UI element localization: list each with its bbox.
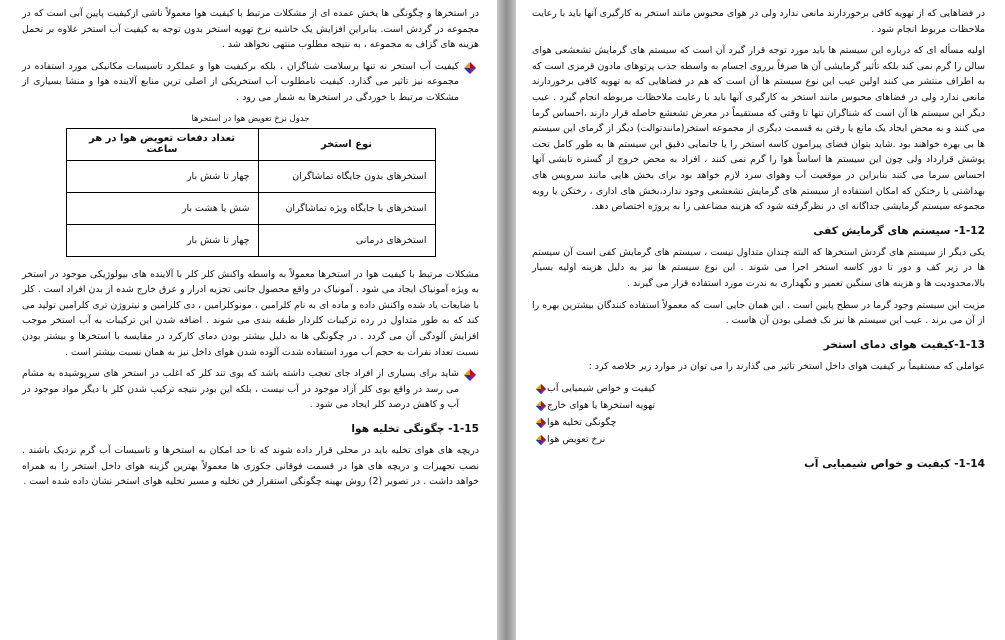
table-header-row [66, 128, 435, 160]
table-header-air-changes: تعداد دفعات تعویض هوا در هر ساعت [66, 128, 258, 160]
table-row [66, 224, 435, 256]
book-bullet-icon [535, 434, 547, 446]
book-bullet-icon [463, 368, 479, 382]
paragraph: مزیت این سیستم وجود گرما در سطح پایین است . این همان جایی است که معمولاً استفاده کنندگان بیشترین بهره را از آن می برند . عیب این سیستم ها نیز نک فصلی بودن آن هاست . [532, 299, 985, 327]
list-item [532, 414, 985, 431]
section-heading: 1-13-کیفیت هوای دمای استخر [823, 338, 985, 351]
table-row [66, 160, 435, 192]
table-cell: استخرهای با جایگاه ویژه تماشاگران [258, 192, 435, 224]
list-item-text: کیفیت و خواص شیمیایی آب [547, 383, 656, 395]
bullet-text: شاید برای بسیاری از افراد جای تعجب داشته باشد که بوی تند کلر که اغلب در استخر های سرپوشیده به مشام می رسد در واقع بوی کلر آزاد موجود در آب نیست ، بلکه این بودر نتیجه ترکیب شدن کلر با دیگر مواد موجود در آب و کاهش درصد کلر ایجاد می شود . [22, 368, 459, 411]
list-item-text: تهویه استخرها یا هوای خارج [547, 400, 656, 412]
table-row [66, 192, 435, 224]
list-item [532, 380, 985, 397]
paragraph: دریچه های هوای تخلیه باید در محلی قرار داده شوند که تا حد امکان به استخرها و تاسیسات آب گرم نزدیک باشند . نصب تجهیزات و دریچه های هوا در قسمت فوقانی جکوزی ها معمولاً بهترین گزینه هوای داخل استخر را به همراه خواهد داشت . در تصویر (2) روش بهینه چگونگی استقرار فن تخلیه و مسیر تخلیه هوای استخر نشان داده شده است . [22, 444, 479, 488]
document-page-right [516, 0, 1005, 640]
bullet-item [22, 366, 479, 413]
document-page-left [0, 0, 497, 640]
paragraph: یکی دیگر از سیستم های گردش استخرها که البته چندان متداول نیست ، سیستم های گرمایش کفی است آن سیستم ها در زیر کف و دور تا دور کاسه استخر اجرا می شوند . این نوع سیستم ها نیز به دلیل هزینه اولیه بسیار بالا،محدودیت ها و هزینه های سنگین تعمیر و نگهداری به ندرت مورد استفاده قرار می گیرند . [532, 246, 985, 289]
bullet-text: کیفیت آب استخر نه تنها برسلامت شناگران ، بلکه برکیفیت هوا و عملکرد تاسیسات مکانیکی مورد استفاده در مجموعه نیز تاثیر می گذارد. کیفیت نامطلوب آب استخریکی از اصلی ترین منابع آلاینده هوا و منشا بسیاری از مشکلات مرتبط با خوردگی در استخرها به شمار می رود . [22, 60, 459, 103]
factor-list [532, 380, 985, 448]
section-heading: 1-15- چگونگی تخلیه هوا [351, 422, 479, 435]
air-change-table [66, 128, 436, 257]
book-bullet-icon [535, 400, 547, 412]
table-cell: استخرهای بدون جایگاه تماشاگران [258, 160, 435, 192]
table-cell: چهار تا شش بار [66, 224, 258, 256]
list-item-text: نرخ تعویض هوا [547, 434, 606, 446]
paragraph: مشکلات مرتبط با کیفیت هوا در استخرها معمولاً به واسطه واکنش کلر کلر با آلاینده های بیولوژیکی موجود در استخر به ویژه آمونیاک ایجاد می شود . آمونیاک در واقع محصول جانبی تجزیه ادرار و عرق خارج شده از بدن افراد است . کلر با ضایعات یاد شده واکنش داده و ماده ای به نام کلرامین ، مونوکلرامین ، دی کلرامین و نیتروژن تری کلرامین تولید می کند که به طور متداول در رده ترکیبات کلردار طبقه بندی می شوند . اضافه شدن این ترکیبات به آب استخر موجب افزایش آلودگی آن می گردد . در چگونگی ها به دلیل بیشتر بودن دمای کارکرد در مقایسه با استخرها و بیشتر بودن نسبت تعداد نفرات به حجم آب مورد استفاده شدت آلوده شدن هوای داخل نیز به همان نسبت بیشتر است . [22, 268, 479, 358]
paragraph: عواملی که مستقیماً بر کیفیت هوای داخل استخر تاثیر می گذارند را می توان در موارد زیر خلاصه کرد : [588, 360, 985, 372]
paragraph: اولیه مسأله ای که درباره این سیستم ها باید مورد توجه قرار گیرد آن است که سیستم های گرمایش تشعشعی هوای سالن را گرم نمی کند بلکه تأثیر گرمایشی آن ها صرفاً برروی اجسام به واسطه جذب پرتوهای مادون قرمزی است که به اطراف منتشر می کنند اولین عیب این نوع سیستم ها آن است که هم در فضاهایی که به تهویه کافی برخوردارند مانعی ندارد ولی در فضاهای محبوس مانند استخر به کارگیری آنها باید با رعایت ملاحظات مربوطه انجام گیرد . عیب دیگر این سیستم ها آن است که شناگران تنها تا وقتی که مستقیماً در معرض تشعشع حاصله قرار دارند ،احساس گرما می کنند و به محض ایجاد یک مانع یا رفتن به قسمت دیگری از مجموعه استخر(مانندتوالت) دیگر از گرمای این سیستم ها بی بهره خواهند بود .شاید بتوان فضای پیرامون کاسه استخر را یا جانمایی دقیق این سیستم ها به طور کامل تحت پوشش قرارداد ولی چون این سیستم ها اساساً هوا را گرم نمی کنند ، افراد به محض خروج از گستره تابشی آنها احساس سرما می کنند بنابراین در موقعیت آب وهوای سرد لازم خواهد بود برای بخش هایی مانند سرویس های بهداشتی یا رختکن که امکان استفاده از سیستم های گرمایش تشعشعی وجود ندارد،بخش های اداری ، رختکن یا روبه مجموعه سیستم گرمایشی جداگانه ای در نظرگرفته شود که هزینه مضاعفی را به پروژه اختصاص دهد. [532, 45, 985, 213]
list-item-text: چگونگی تخلیه هوا [547, 417, 617, 429]
table-cell: شش یا هشت بار [66, 192, 258, 224]
bullet-item [22, 59, 479, 106]
page-gutter [497, 0, 516, 640]
book-bullet-icon [535, 417, 547, 429]
table-caption: جدول نرخ تعویض هوا در استخرها [191, 113, 310, 124]
section-heading: 1-12- سیستم های گرمایش کفی [813, 224, 985, 237]
table-cell: استخرهای درمانی [258, 224, 435, 256]
section-heading: 1-14- کیفیت و خواص شیمیایی آب [804, 458, 985, 471]
book-bullet-icon [535, 383, 547, 395]
book-bullet-icon [463, 61, 479, 75]
paragraph: در فضاهایی که از تهویه کافی برخوردارند مانعی ندارد ولی در هوای محبوس مانند استخر به کارگیری آنها باید با رعایت ملاحظات مربوط انجام شود . [532, 8, 985, 35]
list-item [532, 397, 985, 414]
table-cell: چهار تا شش بار [66, 160, 258, 192]
paragraph: در استخرها و چگونگی ها یخش عمده ای از مشکلات مرتبط با کیفیت هوا معمولاً ناشی ازکیفیت پایین آبی است که در مجموعه در گردش است. بنابراین افزایش یک حاشیه نرخ تهویه استخر بدون توجه به کیفیت آب استخر علاوه بر تحمل هزینه های گزاف به مجموعه ، به نتیجه مطلوب منتهی نخواهد شد . [22, 8, 479, 51]
list-item [532, 431, 985, 448]
table-header-pool-type: نوع استخر [258, 128, 435, 160]
